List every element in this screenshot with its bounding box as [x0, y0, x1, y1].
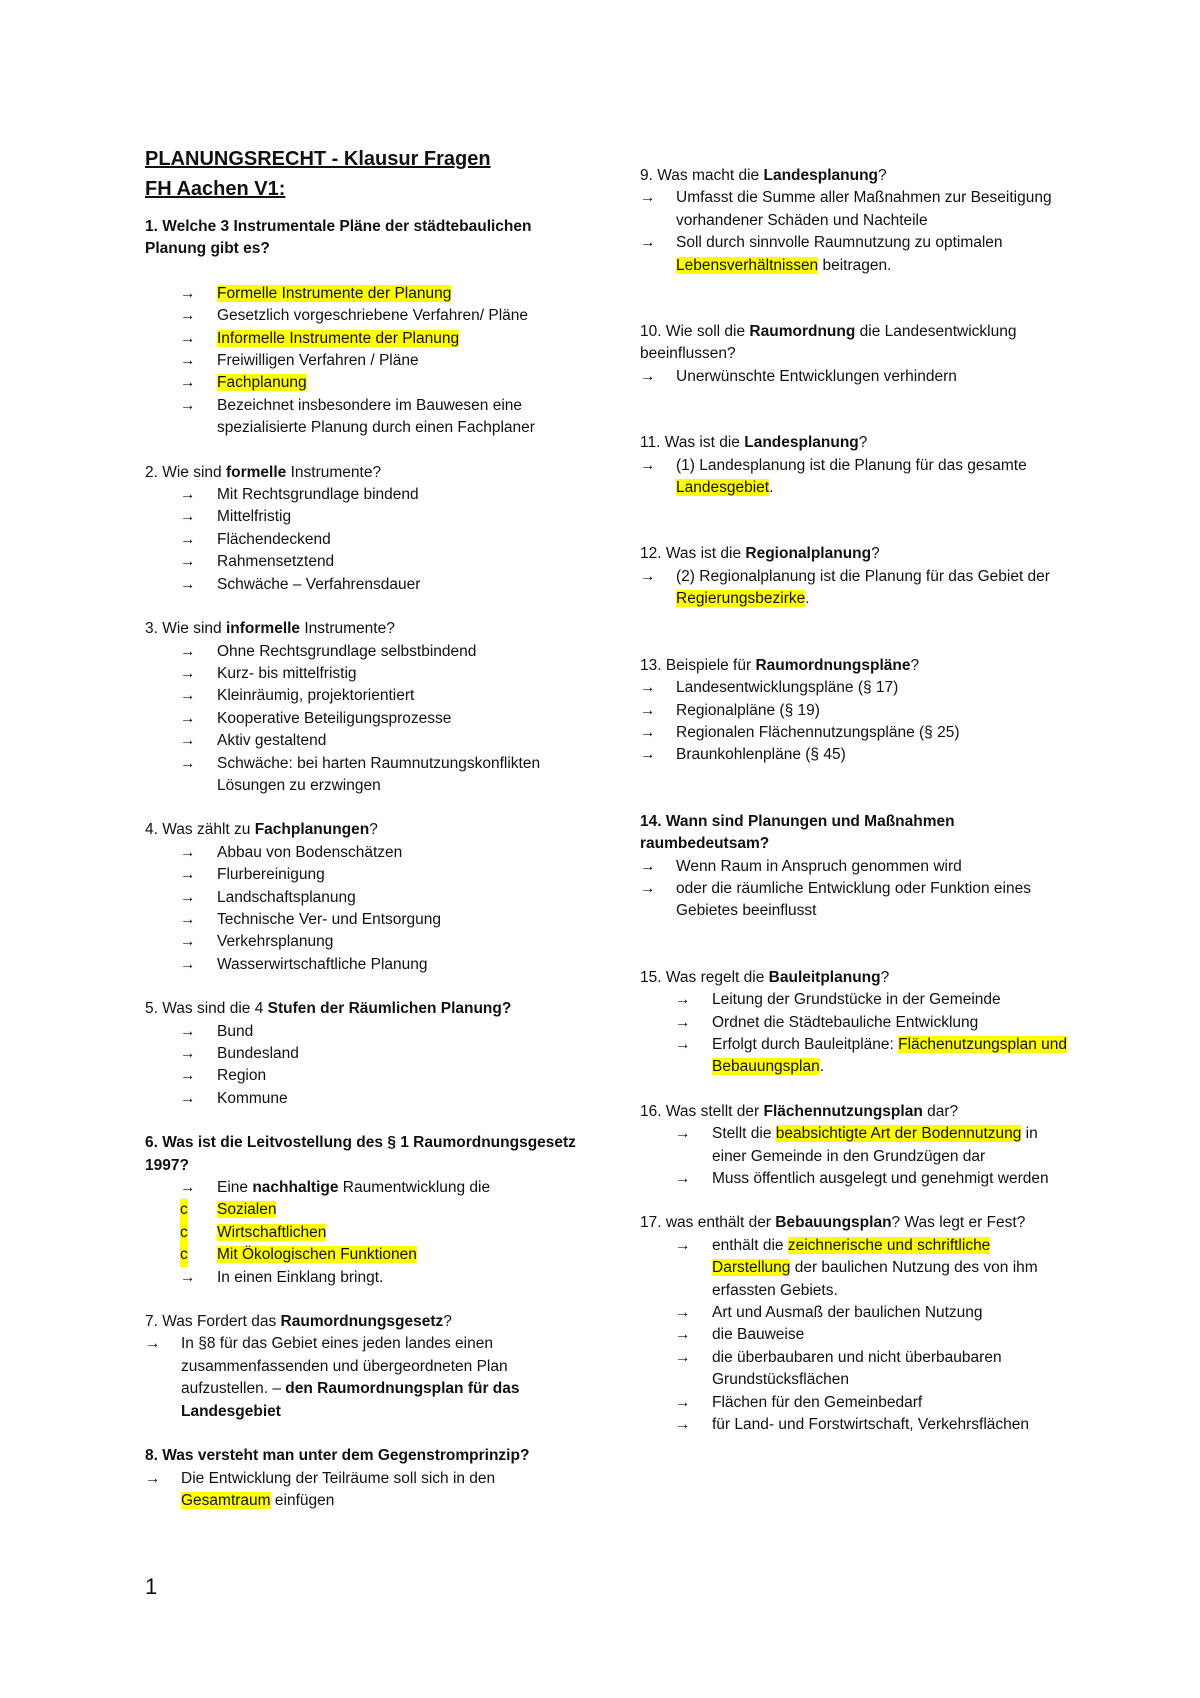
- list-item: → Landschaftsplanung: [180, 888, 356, 906]
- list-item: → Verkehrsplanung: [180, 933, 334, 951]
- list-item: c Wirtschaftlichen: [145, 1222, 585, 1244]
- question-17: 17. was enthält der Bebauungsplan? Was legt er Fest? → enthält die zeichnerische und schriftliche Darstellung der baulichen Nutzung des von ihm erfassten Gebiets. → Art und Ausmaß der baulichen Nutzung → die Bauweise → die überbaubaren und nicht überbaubaren Grundstücksflächen → Flächen für den Gemeinbedarf → für Land- und Forstwirtschaft, Verkehrsflächen: [640, 1212, 1070, 1436]
- list-item: → Ordnet die Städtebauliche Entwicklung: [675, 1013, 979, 1031]
- list-item: → Flächendeckend: [180, 530, 331, 548]
- list-item: → Regionalpläne (§ 19): [640, 701, 820, 719]
- list-item: → die Bauweise: [675, 1326, 805, 1344]
- question-4: 4. Was zählt zu Fachplanungen? → Abbau von Bodenschätzen → Flurbereinigung → Landschaftsplanung → Technische Ver- und Entsorgung → Verkehrsplanung → Wasserwirtschaftliche Planung: [145, 819, 585, 976]
- list-item: → Die Entwicklung der Teilräume soll sich in den Gesamtraum einfügen: [145, 1469, 496, 1509]
- list-item: → Umfasst die Summe aller Maßnahmen zur Beseitigung vorhandener Schäden und Nachteile: [640, 189, 1052, 229]
- list-item: → enthält die zeichnerische und schriftliche Darstellung der baulichen Nutzung des von ihm erfassten Gebiets.: [675, 1236, 1038, 1299]
- list-item: → Schwäche – Verfahrensdauer: [180, 575, 421, 593]
- list-item: → Soll durch sinnvolle Raumnutzung zu optimalen Lebensverhältnissen beitragen.: [640, 234, 1003, 274]
- question-6: 6. Was ist die Leitvostellung des § 1 Raumordnungsgesetz 1997? → Eine nachhaltige Raumentwicklung die c Sozialen c Wirtschaftlichen c Mit Ökologischen Funktionen → In einen Einklang bringt.: [145, 1132, 585, 1289]
- list-item: → Landesentwicklungspläne (§ 17): [640, 679, 899, 697]
- list-item: → Art und Ausmaß der baulichen Nutzung: [675, 1304, 983, 1322]
- list-item: → Schwäche: bei harten Raumnutzungskonflikten Lösungen zu erzwingen: [180, 754, 541, 794]
- question-16: 16. Was stellt der Flächennutzungsplan dar? → Stellt die beabsichtigte Art der Bodennutzung in einer Gemeinde in den Grundzügen dar → Muss öffentlich ausgelegt und genehmigt werden: [640, 1101, 1070, 1191]
- question-2: 2. Wie sind formelle Instrumente? → Mit Rechtsgrundlage bindend → Mittelfristig → Flächendeckend → Rahmensetztend → Schwäche – Verfahrensdauer: [145, 462, 585, 596]
- question-11: 11. Was ist die Landesplanung? → (1) Landesplanung ist die Planung für das gesamte Landesgebiet.: [640, 432, 1070, 499]
- list-item: → Region: [180, 1067, 267, 1085]
- list-item: → Mit Rechtsgrundlage bindend: [180, 486, 419, 504]
- list-item: → Technische Ver- und Entsorgung: [180, 910, 442, 928]
- list-item: → Kommune: [180, 1089, 288, 1107]
- page-number: 1: [145, 1574, 158, 1599]
- list-item: → Wasserwirtschaftliche Planung: [180, 955, 428, 973]
- list-item: → In §8 für das Gebiet eines jeden landes einen zusammenfassenden und übergeordneten Plan aufzustellen. – den Raumordnungsplan für das Landesgebiet: [145, 1335, 520, 1420]
- list-item: → Regionalen Flächennutzungspläne (§ 25): [640, 723, 960, 741]
- question-3: 3. Wie sind informelle Instrumente? → Ohne Rechtsgrundlage selbstbindend → Kurz- bis mittelfristig → Kleinräumig, projektorientiert → Kooperative Beteiligungsprozesse → Aktiv gestaltend → Schwäche: bei harten Raumnutzungskonflikten Lösungen zu erzwingen: [145, 618, 585, 797]
- list-item: → Muss öffentlich ausgelegt und genehmigt werden: [675, 1170, 1049, 1187]
- list-item: → Eine nachhaltige Raumentwicklung die: [180, 1179, 491, 1197]
- list-item: → Braunkohlenpläne (§ 45): [640, 746, 846, 764]
- question-9: 9. Was macht die Landesplanung? → Umfasst die Summe aller Maßnahmen zur Beseitigung vorhandener Schäden und Nachteile → Soll durch sinnvolle Raumnutzung zu optimalen Lebensverhältnissen beitragen.: [640, 165, 1070, 277]
- doc-title: PLANUNGSRECHT - Klausur Fragen FH Aachen V1:: [145, 148, 491, 200]
- list-item: → Flächen für den Gemeinbedarf: [675, 1393, 923, 1411]
- left-column: [145, 144, 585, 1512]
- list-item: → Fachplanung: [180, 374, 307, 392]
- question-10: 10. Wie soll die Raumordnung die Landesentwicklung beeinflussen? → Unerwünschte Entwicklungen verhindern: [640, 321, 1070, 388]
- question-12: 12. Was ist die Regionalplanung? → (2) Regionalplanung ist die Planung für das Gebiet der Regierungsbezirke.: [640, 543, 1070, 610]
- list-item: → Kooperative Beteiligungsprozesse: [180, 709, 452, 727]
- list-item: → Mittelfristig: [180, 508, 292, 526]
- list-item: → Kurz- bis mittelfristig: [180, 664, 357, 682]
- list-item: → Formelle Instrumente der Planung: [180, 284, 452, 302]
- question-8: 8. Was versteht man unter dem Gegenstromprinzip? → Die Entwicklung der Teilräume soll sich in den Gesamtraum einfügen: [145, 1445, 585, 1512]
- list-item: → Stellt die beabsichtigte Art der Bodennutzung in einer Gemeinde in den Grundzügen dar: [675, 1125, 1038, 1165]
- list-item: → für Land- und Forstwirtschaft, Verkehrsflächen: [675, 1416, 1030, 1434]
- list-item: → Rahmensetztend: [180, 553, 335, 571]
- list-item: → Erfolgt durch Bauleitpläne: Flächenutzungsplan und Bebauungsplan.: [675, 1035, 1068, 1076]
- question-7: 7. Was Fordert das Raumordnungsgesetz? → In §8 für das Gebiet eines jeden landes einen zusammenfassenden und übergeordneten Plan aufzustellen. – den Raumordnungsplan für das Landesgebiet: [145, 1311, 585, 1423]
- list-item: → Flurbereinigung: [180, 866, 325, 884]
- question-15: 15. Was regelt die Bauleitplanung? → Leitung der Grundstücke in der Gemeinde → Ordnet die Städtebauliche Entwicklung → Erfolgt durch Bauleitpläne: Flächenutzungsplan und Bebauungsplan.: [640, 967, 1070, 1079]
- list-item: → Ohne Rechtsgrundlage selbstbindend: [180, 642, 477, 660]
- right-column: [640, 165, 1070, 1436]
- list-item: → Gesetzlich vorgeschriebene Verfahren/ Pläne: [180, 307, 529, 325]
- list-item: → die überbaubaren und nicht überbaubaren Grundstücksflächen: [675, 1348, 1002, 1389]
- list-item: → oder die räumliche Entwicklung oder Funktion eines Gebietes beeinflusst: [640, 879, 1031, 920]
- list-item: → Bundesland: [180, 1045, 299, 1062]
- list-item: → Leitung der Grundstücke in der Gemeinde: [675, 991, 1001, 1009]
- list-item: → Wenn Raum in Anspruch genommen wird: [640, 857, 962, 875]
- list-item: → Bezeichnet insbesondere im Bauwesen eine spezialisierte Planung durch einen Fachplaner: [180, 396, 535, 437]
- list-item: c Mit Ökologischen Funktionen: [145, 1244, 585, 1266]
- list-item: → Aktiv gestaltend: [180, 732, 327, 750]
- list-item: → Bund: [180, 1022, 254, 1040]
- list-item: → Informelle Instrumente der Planung: [180, 329, 460, 347]
- list-item: → Freiwilligen Verfahren / Pläne: [180, 352, 419, 370]
- list-item: → In einen Einklang bringt.: [180, 1268, 384, 1286]
- list-item: → Abbau von Bodenschätzen: [180, 843, 403, 861]
- list-item: → Kleinräumig, projektorientiert: [180, 687, 415, 705]
- list-item: c Sozialen: [145, 1199, 585, 1221]
- list-item: → (1) Landesplanung ist die Planung für das gesamte Landesgebiet.: [640, 456, 1027, 497]
- list-item: → (2) Regionalplanung ist die Planung für das Gebiet der Regierungsbezirke.: [640, 567, 1050, 608]
- question-1: 1. Welche 3 Instrumentale Pläne der städtebaulichen Planung gibt es? → Formelle Instrumente der Planung → Gesetzlich vorgeschriebene Verfahren/ Pläne → Informelle Instrumente der Planung → Freiwilligen Verfahren / Pläne → Fachplanung → Bezeichnet insbesondere im Bauwesen eine spezialisierte Planung durch einen Fachplaner: [145, 216, 585, 440]
- question-14: 14. Wann sind Planungen und Maßnahmen raumbedeutsam? → Wenn Raum in Anspruch genommen wird → oder die räumliche Entwicklung oder Funktion eines Gebietes beeinflusst: [640, 811, 1070, 923]
- question-13: 13. Beispiele für Raumordnungspläne? → Landesentwicklungspläne (§ 17) → Regionalpläne (§ 19) → Regionalen Flächennutzungspläne (§ 25) → Braunkohlenpläne (§ 45): [640, 655, 1070, 767]
- question-5: 5. Was sind die 4 Stufen der Räumlichen Planung? → Bund → Bundesland → Region → Kommune: [145, 998, 585, 1110]
- list-item: → Unerwünschte Entwicklungen verhindern: [640, 367, 957, 385]
